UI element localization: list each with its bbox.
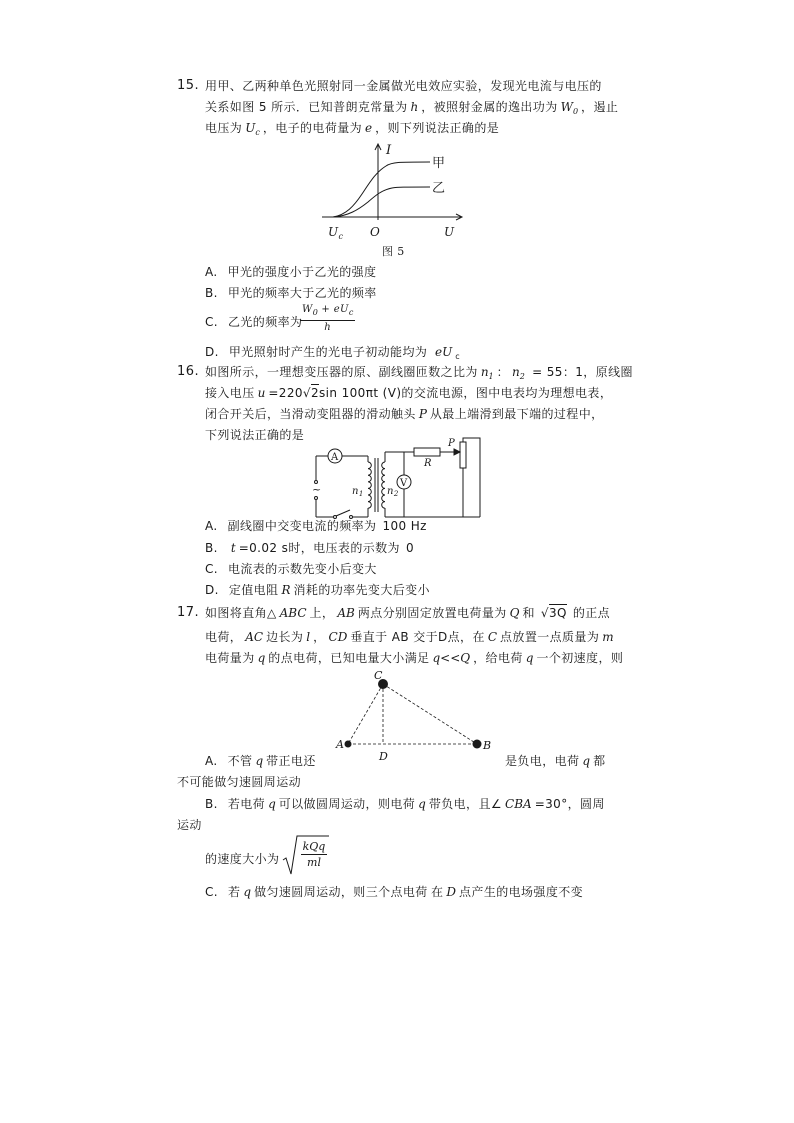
option-a: [205, 753, 316, 769]
option-letter: C.: [205, 315, 218, 329]
variable-r: R: [281, 583, 291, 597]
option-letter: C.: [205, 562, 218, 576]
variable-ac: AC: [245, 630, 264, 644]
option-a-continued: [505, 753, 606, 769]
variable-q: q: [268, 797, 276, 811]
option-text: 消耗的功率先变大后变小: [293, 583, 430, 597]
variable-letter: eU: [435, 345, 453, 359]
variable-q: q: [582, 754, 591, 768]
figure-caption: 图 5: [382, 245, 405, 258]
curve-jia: [333, 162, 430, 217]
variable-letter: n: [512, 365, 520, 379]
angle-name: CBA: [505, 797, 532, 811]
text-segment: 接入电压: [205, 386, 255, 400]
question-text-line: [205, 605, 610, 621]
variable-letter: U: [245, 121, 256, 135]
current-axis-label: I: [386, 143, 392, 158]
question-text-line: [205, 629, 617, 645]
source-terminal: [315, 497, 318, 500]
variable-q: q: [255, 754, 264, 768]
radicand: 2: [310, 386, 319, 400]
option-b: [205, 285, 377, 301]
resistor: [414, 448, 440, 456]
speed-formula: [282, 834, 330, 878]
option-c-continued: [431, 884, 583, 900]
option-a: [205, 518, 427, 534]
option-letter: A.: [205, 754, 218, 768]
option-text: 甲光的强度小于乙光的强度: [227, 265, 377, 279]
option-text: 乙光的频率为: [228, 315, 303, 329]
variable-h: h: [410, 100, 419, 114]
frequency-fraction: [300, 304, 355, 334]
question-text-line: [205, 385, 612, 401]
radicand: 3Q: [548, 606, 567, 620]
subscript: 2: [519, 372, 525, 381]
option-text: =0.02 s时，电压表的示数为: [238, 541, 400, 555]
variable-letter: U: [328, 225, 339, 239]
curve-yi: [333, 187, 430, 217]
text-segment: 如图所示，一理想变压器的原、副线圈匝数之比为: [205, 365, 478, 379]
text-segment: ，遏止: [581, 100, 619, 114]
option-letter: B.: [205, 541, 218, 555]
option-text: 定值电阻: [228, 583, 279, 597]
text-segment: ，则下列说法正确的是: [375, 121, 500, 135]
text-segment: 关系如图 5 所示．已知普朗克常量为: [205, 100, 408, 114]
variable-n2: [512, 365, 525, 379]
primary-coil: [368, 462, 371, 508]
text-segment: ，被照射金属的逸出功为: [421, 100, 558, 114]
question-text-line: [205, 120, 499, 141]
variable-d: D: [446, 885, 457, 899]
variable-abc: ABC: [279, 606, 307, 620]
question-text-line: [205, 99, 618, 120]
text-segment: 电荷量为: [205, 651, 255, 665]
option-letter: D.: [205, 345, 219, 359]
question-text-line: 下列说法正确的是: [205, 428, 305, 442]
option-text: 若: [228, 885, 241, 899]
option-c: [205, 314, 302, 330]
charge-condition: q<<Q: [432, 651, 471, 665]
option-a-wrap-line: 不可能做匀速圆周运动: [177, 775, 302, 789]
variable-letter: n: [387, 486, 394, 497]
text-segment: 点放置一点质量为: [500, 630, 600, 644]
stop-voltage-label: [328, 225, 344, 241]
text-segment: 电荷，: [205, 630, 243, 644]
text-segment: ，给电荷: [473, 651, 523, 665]
option-a: [205, 264, 376, 280]
option-text: 不管: [227, 754, 253, 768]
photoelectric-iv-graph: [318, 140, 468, 262]
side-ca: [348, 684, 383, 744]
option-text: 是负电，电荷: [505, 754, 580, 768]
resistor-label: R: [424, 458, 432, 469]
option-b: [205, 540, 414, 556]
question-text-line: [205, 364, 633, 385]
question-number: 16.: [177, 364, 200, 379]
question-number: 15.: [177, 78, 200, 93]
subscript: 1: [358, 490, 364, 498]
subscript: c: [348, 308, 354, 317]
option-b-speed-line: 的速度大小为: [205, 852, 280, 866]
text-segment: 边长为: [266, 630, 304, 644]
vertex-label-d: D: [379, 750, 389, 763]
slider-label: P: [448, 438, 456, 449]
origin-label: O: [370, 225, 381, 239]
radical-sign: √: [540, 606, 549, 620]
ammeter-label: A: [331, 452, 339, 463]
option-text: 点产生的电场强度不变: [459, 885, 584, 899]
option-text: 甲光照射时产生的光电子初动能均为: [228, 345, 428, 359]
vertex-label-c: C: [374, 669, 383, 682]
variable-m: m: [602, 630, 614, 644]
option-text: =30°，圆周: [534, 797, 605, 811]
fraction-numerator: kQq: [302, 840, 326, 853]
variable-q: q: [243, 885, 252, 899]
subscript: c: [255, 128, 260, 137]
variable-letter: n: [480, 365, 489, 379]
switch-lever: [336, 510, 350, 516]
numerator-segment: + eU: [317, 304, 349, 315]
speed-fraction: [299, 839, 329, 870]
text-segment: ，: [313, 630, 326, 644]
option-letter: B.: [205, 286, 218, 300]
option-value: 100 Hz: [382, 519, 427, 533]
option-text: 可以做圆周运动，则电荷: [278, 797, 416, 811]
text-segment: = 55：1，原线圈: [527, 365, 633, 379]
ac-source-symbol: ~: [312, 483, 322, 496]
text-segment: 电压为: [205, 121, 243, 135]
variable-e: e: [365, 121, 373, 135]
vertex-label-b: B: [483, 739, 492, 752]
variable-w: [561, 100, 578, 114]
variable-q: q: [525, 651, 534, 665]
text-segment: 闭合开关后，当滑动变阻器的滑动触头: [205, 407, 416, 421]
point-charge-b: [473, 740, 482, 749]
option-letter: A.: [205, 265, 218, 279]
curve-jia-label: 甲: [432, 156, 446, 171]
question-text-line: [205, 650, 623, 666]
question-number: 17.: [177, 605, 200, 620]
text-segment: 上，: [309, 606, 335, 620]
subscript: c: [338, 232, 344, 241]
text-segment: 和: [522, 606, 535, 620]
vertex-label-a: A: [336, 738, 345, 751]
question-text-line: 用甲、乙两种单色光照射同一金属做光电效应实验，发现光电流与电压的: [205, 79, 602, 93]
voltmeter-label: V: [400, 478, 408, 489]
text-segment: 从最上端滑到最下端的过程中，: [429, 407, 604, 421]
subscript: c: [455, 352, 460, 361]
option-letter: B.: [205, 797, 218, 811]
side-cb: [383, 684, 477, 744]
variable-ab: AB: [337, 606, 355, 620]
fraction-numerator: [300, 304, 355, 321]
subscript: 2: [393, 490, 399, 498]
variable-p: P: [418, 407, 427, 421]
text-segment: =220: [268, 386, 303, 400]
transformer-circuit-diagram: [308, 436, 484, 522]
option-d: [205, 582, 430, 598]
secondary-coil-label: [387, 486, 399, 498]
text-segment: sin 100πt (V)的交流电源，图中电表均为理想电表，: [319, 386, 613, 400]
option-letter: C.: [205, 885, 218, 899]
voltage-axis-label: U: [444, 225, 455, 239]
option-text: 带正电还: [266, 754, 316, 768]
option-text: 电流表的示数先变小后变大: [228, 562, 377, 576]
text-segment: 垂直于 AB 交于D点，在: [350, 630, 485, 644]
variable-letter: W: [560, 100, 573, 114]
right-triangle-diagram: [330, 668, 500, 764]
text-segment: ，电子的电荷量为: [262, 121, 363, 135]
question-text-line: [205, 406, 604, 422]
secondary-coil: [382, 462, 385, 508]
option-letter: D.: [205, 583, 219, 597]
variable-letter: W: [302, 304, 313, 315]
text-segment: 两点分别固定放置电荷量为: [357, 606, 507, 620]
variable-q-charge: Q: [509, 606, 520, 620]
variable-cd: CD: [328, 630, 348, 644]
option-letter: A.: [205, 519, 218, 533]
text-segment: 一个初速度，则: [536, 651, 624, 665]
option-b-wrap-line: 运动: [177, 818, 202, 832]
primary-coil-label: [352, 486, 364, 498]
variable-u: u: [257, 386, 266, 400]
subscript: 0: [312, 308, 318, 317]
text-segment: ：: [496, 365, 510, 379]
fraction-denominator: ml: [307, 856, 321, 869]
curve-yi-label: 乙: [432, 181, 446, 196]
text-segment: 的正点: [572, 606, 611, 620]
option-c: [205, 561, 377, 577]
option-text: 副线圈中交变电流的频率为: [227, 519, 377, 533]
text-segment: 如图将直角△: [205, 606, 277, 620]
option-c: [205, 884, 428, 900]
variable-u: [245, 121, 260, 135]
option-d-value: [432, 344, 460, 365]
subscript: 1: [488, 372, 494, 381]
variable-n1: [481, 365, 494, 379]
option-text: 都: [593, 754, 606, 768]
option-d: [205, 344, 427, 360]
option-value: 0: [405, 541, 414, 555]
fraction-denominator: h: [324, 322, 332, 333]
option-text: 做匀速圆周运动，则三个点电荷: [254, 885, 428, 899]
text-segment: 的点电荷，已知电量大小满足: [268, 651, 430, 665]
option-text: 甲光的频率大于乙光的频率: [227, 286, 377, 300]
subscript: 0: [572, 107, 579, 116]
rheostat: [460, 442, 466, 468]
radical-sign: √: [302, 386, 311, 400]
variable-q: q: [418, 797, 426, 811]
point-charge-a: [345, 741, 352, 748]
variable-q: q: [257, 651, 266, 665]
variable-l: l: [306, 630, 311, 644]
option-text: 在: [431, 885, 444, 899]
variable-c: C: [487, 630, 498, 644]
variable-t: t: [230, 541, 236, 555]
option-b: [205, 796, 605, 812]
slider-arrow: [454, 449, 460, 455]
option-text: 带负电，且∠: [428, 797, 503, 811]
option-text: 若电荷: [227, 797, 266, 811]
variable-letter: n: [352, 486, 359, 497]
